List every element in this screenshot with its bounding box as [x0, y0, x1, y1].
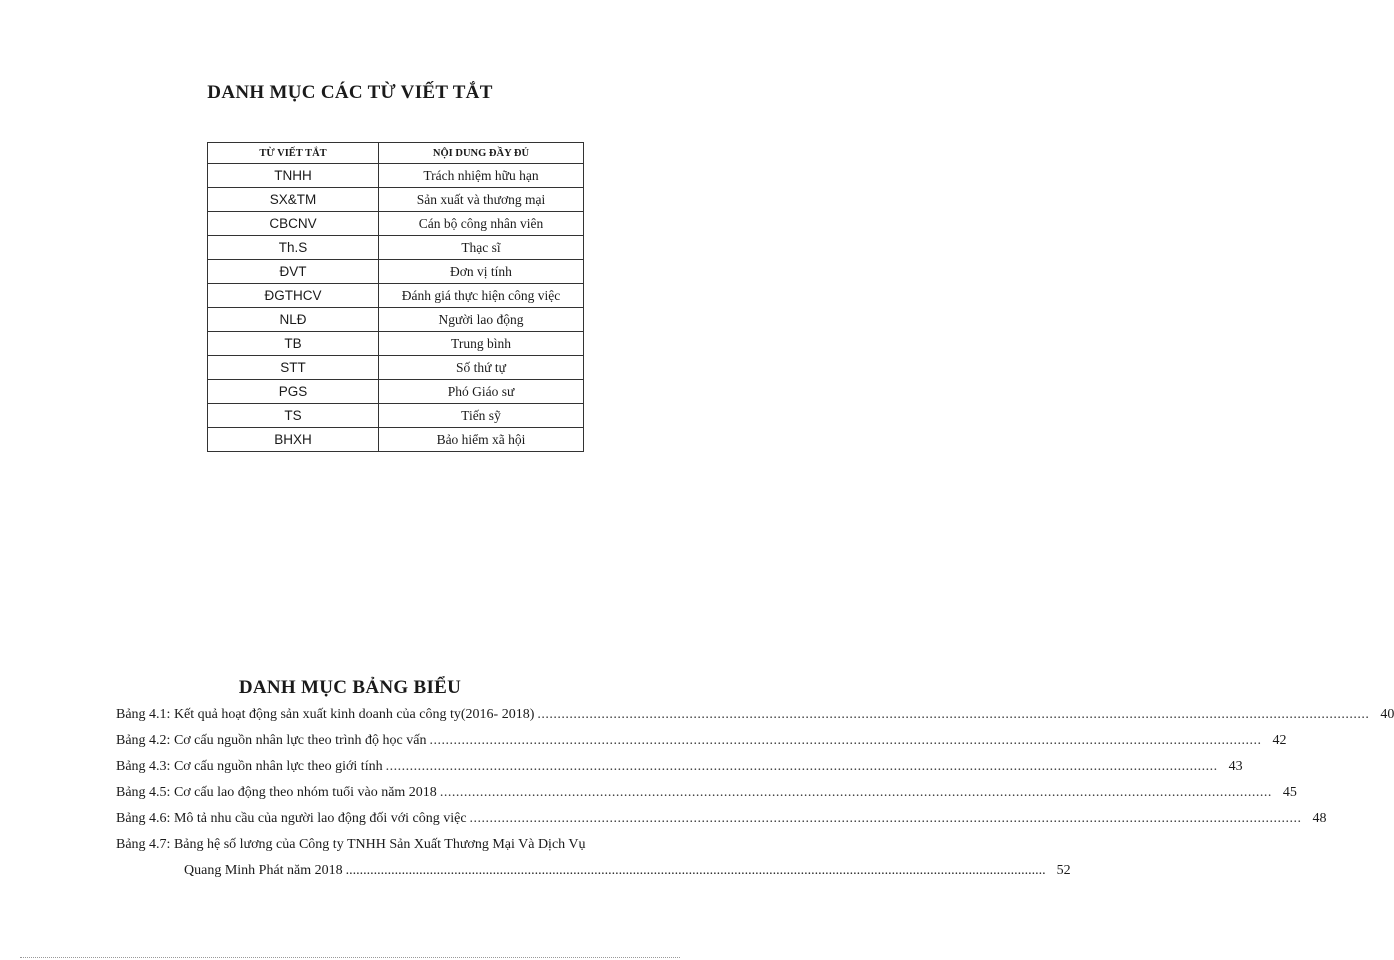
- abbreviation-row: [208, 260, 584, 284]
- entry-label: Bảng 4.6: Mô tả nhu cầu của người lao động đối với công việc: [116, 811, 467, 826]
- abbreviation-row: [208, 308, 584, 332]
- entry-label: Bảng 4.1: Kết quả hoạt động sản xuất kinh doanh của công ty(2016- 2018): [116, 707, 535, 722]
- dot-leader: [440, 785, 1272, 801]
- tables-list-entry[interactable]: [116, 785, 1297, 811]
- abbreviation-cell: TB: [208, 332, 379, 356]
- abbreviation-cell: ĐGTHCV: [208, 284, 379, 308]
- abbreviations-title: DANH MỤC CÁC TỪ VIẾT TẮT: [207, 82, 493, 103]
- full-meaning-cell: Trách nhiệm hữu hạn: [379, 164, 584, 188]
- abbreviation-row: [208, 164, 584, 188]
- abbreviation-row: [208, 356, 584, 380]
- abbreviation-row: [208, 284, 584, 308]
- tables-list: [116, 707, 1394, 889]
- abbreviation-cell: Th.S: [208, 236, 379, 260]
- entry-page-number: 48: [1312, 811, 1327, 826]
- tables-list-entry[interactable]: [116, 759, 1243, 785]
- abbreviations-header-row: [208, 143, 584, 164]
- abbreviation-cell: BHXH: [208, 428, 379, 452]
- full-meaning-cell: Sản xuất và thương mại: [379, 188, 584, 212]
- full-meaning-cell: Số thứ tự: [379, 356, 584, 380]
- full-meaning-cell: Trung bình: [379, 332, 584, 356]
- dot-leader: ........................................................................................................................................................................................................: [345, 863, 1046, 878]
- dot-leader: [537, 707, 1369, 723]
- header-abbreviation: TỪ VIẾT TẮT: [208, 143, 379, 164]
- full-meaning-cell: Thạc sĩ: [379, 236, 584, 260]
- dot-leader: [430, 733, 1262, 749]
- abbreviation-cell: SX&TM: [208, 188, 379, 212]
- abbreviation-cell: ĐVT: [208, 260, 379, 284]
- entry-page-number: 40: [1380, 707, 1394, 722]
- abbreviation-cell: TS: [208, 404, 379, 428]
- entry-page-number: 45: [1282, 785, 1297, 800]
- entry-label: Bảng 4.5: Cơ cấu lao động theo nhóm tuổi vào năm 2018: [116, 785, 437, 800]
- entry-label-line2: Quang Minh Phát năm 2018: [184, 863, 343, 878]
- abbreviations-body: [208, 164, 584, 452]
- full-meaning-cell: Phó Giáo sư: [379, 380, 584, 404]
- full-meaning-cell: Tiến sỹ: [379, 404, 584, 428]
- entry-label-line1: Bảng 4.7: Bảng hệ số lương của Công ty TNHH Sản Xuất Thương Mại Và Dịch Vụ: [116, 837, 586, 852]
- dot-leader: [470, 811, 1302, 827]
- abbreviations-table: [207, 142, 584, 452]
- tables-list-entry[interactable]: [116, 837, 1071, 889]
- header-full-meaning: NỘI DUNG ĐẦY ĐỦ: [379, 143, 584, 164]
- tables-list-entry[interactable]: [116, 811, 1327, 837]
- full-meaning-cell: Người lao động: [379, 308, 584, 332]
- full-meaning-cell: Bảo hiểm xã hội: [379, 428, 584, 452]
- abbreviation-cell: STT: [208, 356, 379, 380]
- tables-list-title: DANH MỤC BẢNG BIỂU: [238, 677, 462, 698]
- abbreviation-row: [208, 428, 584, 452]
- entry-label: Bảng 4.2: Cơ cấu nguồn nhân lực theo trình độ học vấn: [116, 733, 427, 748]
- abbreviation-row: [208, 212, 584, 236]
- abbreviation-row: [208, 188, 584, 212]
- dot-leader: [386, 759, 1218, 775]
- abbreviation-cell: PGS: [208, 380, 379, 404]
- entry-page-number: 42: [1272, 733, 1287, 748]
- full-meaning-cell: Đơn vị tính: [379, 260, 584, 284]
- abbreviation-cell: TNHH: [208, 164, 379, 188]
- abbreviation-row: [208, 332, 584, 356]
- entry-label: Bảng 4.3: Cơ cấu nguồn nhân lực theo giới tính: [116, 759, 383, 774]
- full-meaning-cell: Cán bộ công nhân viên: [379, 212, 584, 236]
- abbreviation-cell: CBCNV: [208, 212, 379, 236]
- tables-list-entry[interactable]: [116, 733, 1287, 759]
- abbreviation-row: [208, 380, 584, 404]
- abbreviation-row: [208, 404, 584, 428]
- entry-label-line2-row: [116, 863, 1071, 889]
- abbreviation-row: [208, 236, 584, 260]
- tables-list-entry[interactable]: [116, 707, 1394, 733]
- entry-page-number: 52: [1056, 863, 1071, 878]
- full-meaning-cell: Đánh giá thực hiện công việc: [379, 284, 584, 308]
- entry-page-number: 43: [1228, 759, 1243, 774]
- page-bottom-divider: [20, 957, 680, 958]
- abbreviation-cell: NLĐ: [208, 308, 379, 332]
